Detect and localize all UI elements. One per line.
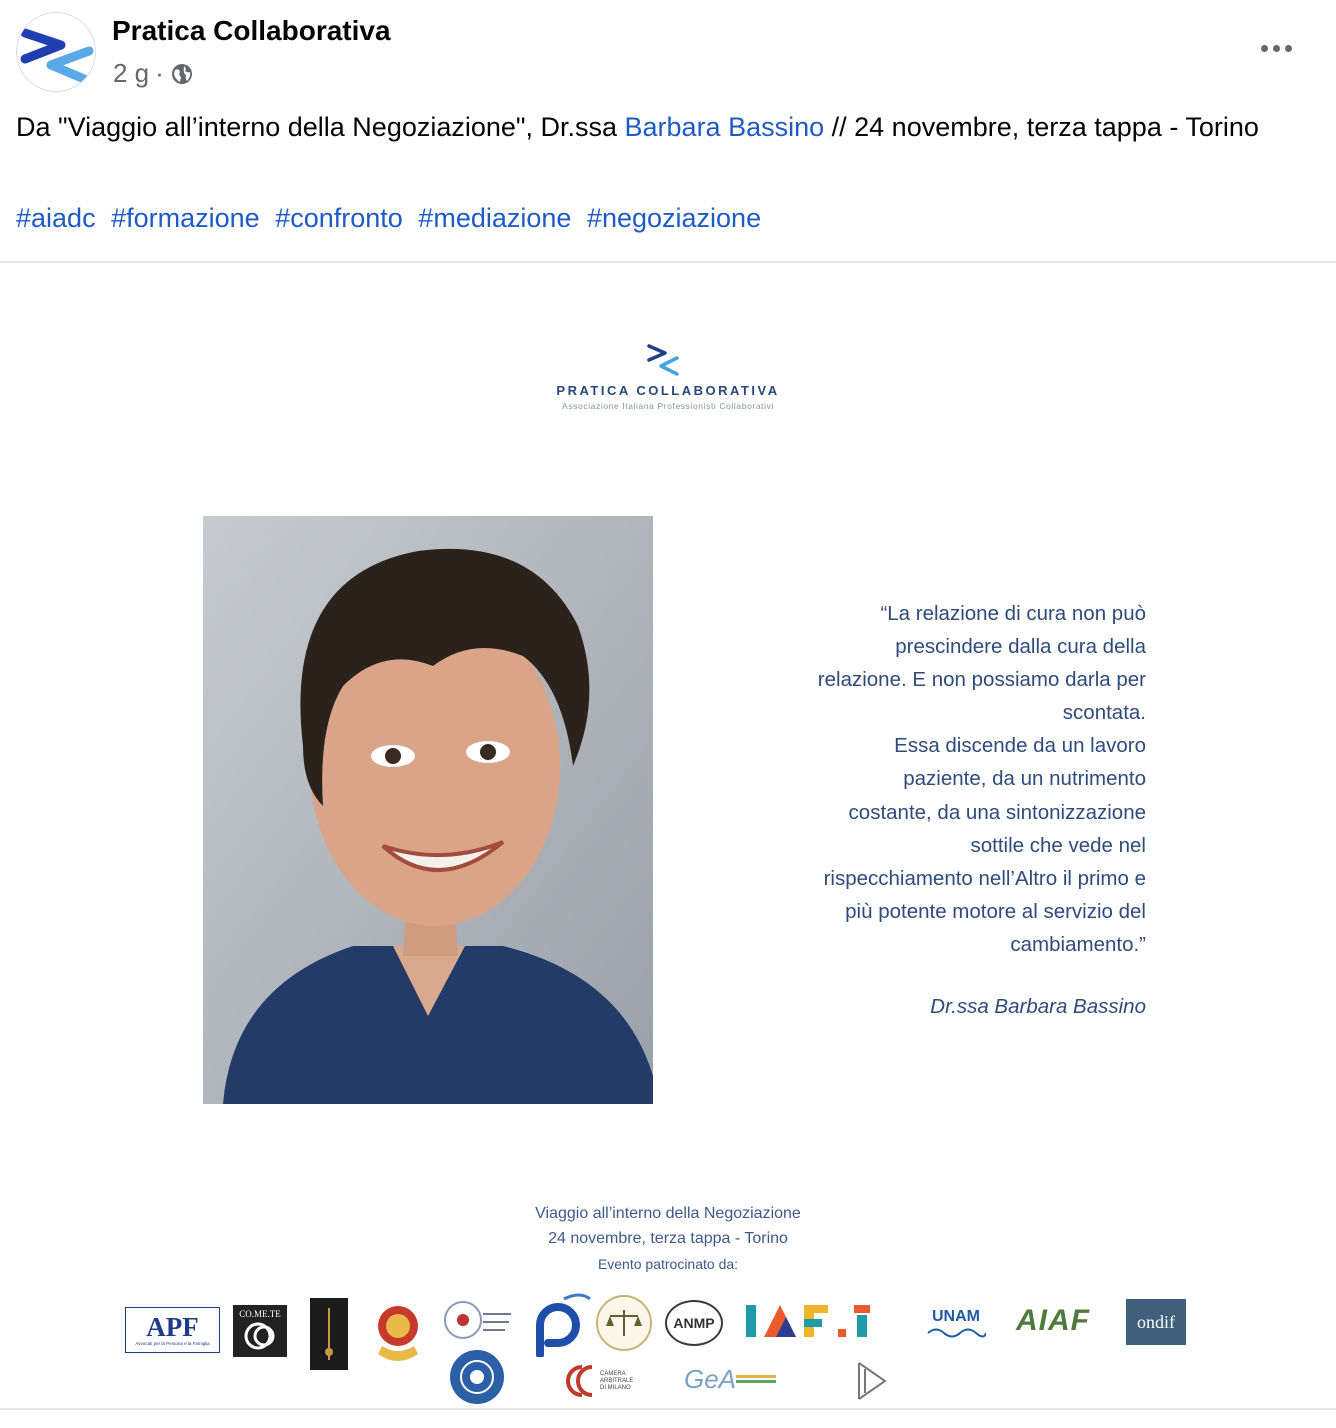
post-message bbox=[16, 108, 1306, 146]
sponsor-logo-avvocati-negoziazione bbox=[596, 1295, 652, 1351]
sponsor-logo-gea bbox=[672, 1362, 788, 1396]
sponsor-logo-ordine-psicologi bbox=[524, 1285, 594, 1357]
post-header bbox=[0, 0, 1336, 100]
hashtag-link[interactable]: #aiadc bbox=[16, 203, 96, 233]
sponsor-logo-emblem bbox=[368, 1298, 428, 1370]
hashtag-link[interactable]: #formazione bbox=[111, 203, 260, 233]
sponsor-logo-fondazione bbox=[310, 1298, 348, 1370]
sponsor-logo-aiaf bbox=[996, 1303, 1110, 1339]
meta-separator: · bbox=[155, 58, 164, 88]
sponsor-gea-text: GeA bbox=[683, 1363, 737, 1394]
post-text-part: // 24 novembre, terza tappa - Torino bbox=[824, 112, 1259, 142]
hashtag-link[interactable]: #negoziazione bbox=[586, 203, 762, 233]
sponsor-logo-iafi bbox=[744, 1303, 906, 1339]
sponsor-logo-unam bbox=[924, 1303, 988, 1345]
sponsor-logo-camera-arbitrale bbox=[562, 1362, 646, 1400]
sponsor-unam-text: UNAM bbox=[932, 1308, 980, 1325]
post-bottom-border bbox=[0, 1408, 1336, 1410]
brand-logo-title: PRATICA COLLABORATIVA bbox=[556, 383, 780, 398]
brand-logo-subtitle: Associazione Italiana Professionisti Collaborativi bbox=[562, 401, 774, 411]
hashtag-list bbox=[16, 199, 769, 237]
sponsor-ondif-text: ondif bbox=[1137, 1311, 1175, 1332]
sponsor-camera-text: CAMERA ARBITRALE DI MILANO bbox=[600, 1370, 634, 1391]
quote-text: “La relazione di cura non può prescindere dalla cura della relazione. E non possiamo darla per scontata. Essa discende da un lavoro paziente, da un nutrimento costante, da una sintonizzazione sottile che vede nel rispecchiamento nell’Altro il primo e più potente motore al servizio del cambiamento.” bbox=[817, 602, 1146, 956]
hashtag-link[interactable]: #confronto bbox=[275, 203, 403, 233]
post-text-part: Da "Viaggio all’interno della Negoziazione", Dr.ssa bbox=[16, 112, 625, 142]
post-timestamp[interactable]: 2 g bbox=[113, 58, 150, 88]
sponsor-aiaf-text: AIAF bbox=[1016, 1304, 1090, 1337]
more-dot-icon bbox=[1273, 45, 1280, 52]
sponsor-logo-ordine-commercialisti bbox=[443, 1296, 513, 1354]
sponsor-logo-consulenti-lavoro bbox=[836, 1356, 906, 1406]
event-title: Viaggio all’interno della Negoziazione bbox=[535, 1205, 801, 1222]
page-name-link[interactable]: Pratica Collaborativa bbox=[112, 15, 391, 46]
event-sponsor-label: Evento patrocinato da: bbox=[597, 1256, 739, 1272]
event-date: 24 novembre, terza tappa - Torino bbox=[548, 1230, 788, 1247]
more-dot-icon bbox=[1261, 45, 1268, 52]
sponsor-logo-apf bbox=[125, 1307, 220, 1353]
sponsor-logo-ondif bbox=[1126, 1299, 1186, 1345]
post-meta bbox=[113, 58, 194, 89]
sponsor-comete-text: CO.ME.TE bbox=[239, 1309, 281, 1319]
globe-icon[interactable] bbox=[170, 62, 194, 86]
sponsor-apf-sub: Avvocati per la Persona e la Famiglia bbox=[135, 1341, 210, 1346]
quote-author: Dr.ssa Barbara Bassino bbox=[930, 995, 1146, 1018]
brand-logo-icon bbox=[645, 340, 681, 380]
more-options-button[interactable] bbox=[1250, 30, 1302, 66]
sponsor-logo-comete bbox=[233, 1305, 287, 1357]
more-dot-icon bbox=[1285, 45, 1292, 52]
hashtag-link[interactable]: #mediazione bbox=[418, 203, 572, 233]
sponsor-apf-text: APF bbox=[146, 1312, 199, 1342]
mention-link[interactable]: Barbara Bassino bbox=[624, 112, 825, 142]
page-avatar[interactable] bbox=[16, 12, 96, 92]
sponsor-anmp-text: ANMP bbox=[673, 1315, 715, 1331]
sponsor-logo-anmp bbox=[665, 1300, 723, 1346]
sponsor-logo-round-seal bbox=[450, 1350, 504, 1404]
portrait-photo bbox=[203, 516, 653, 1104]
